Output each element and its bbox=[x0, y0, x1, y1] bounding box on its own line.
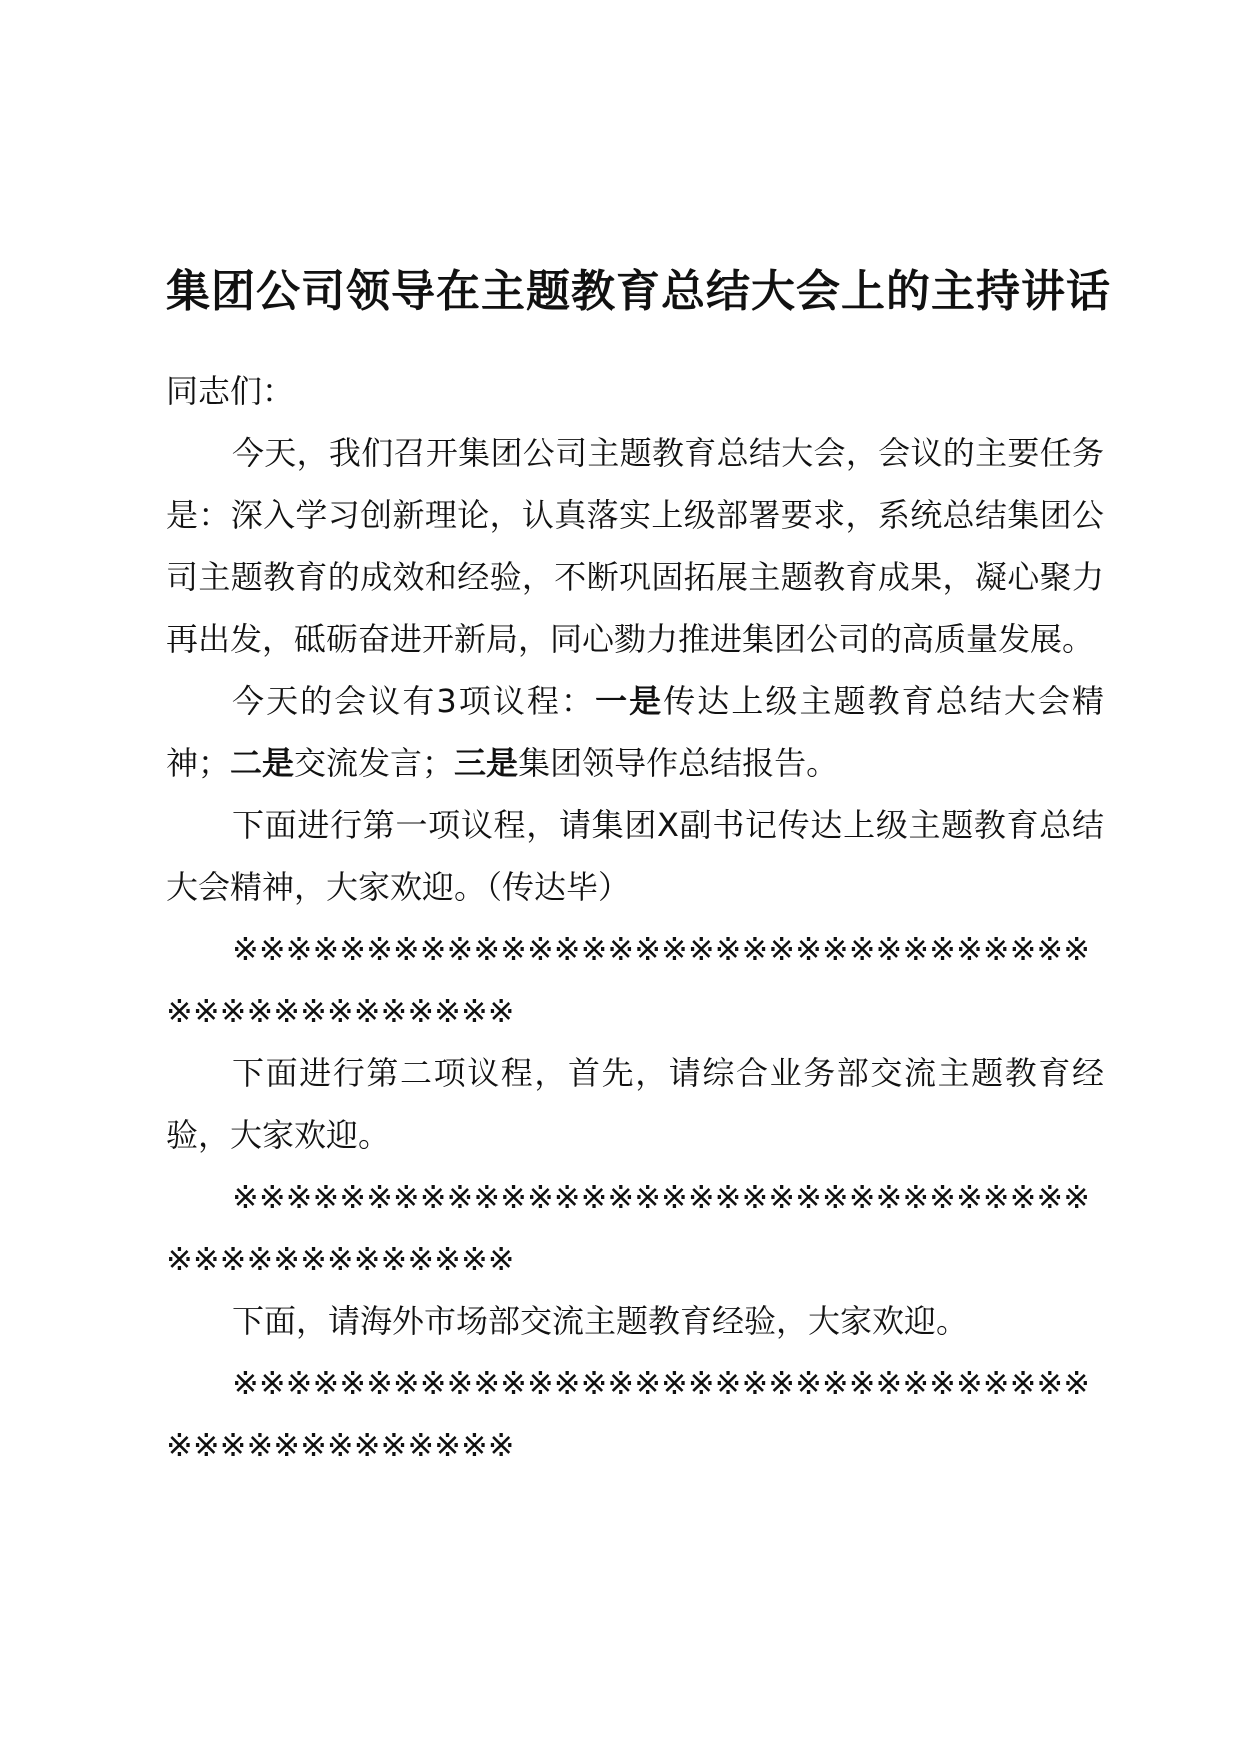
agenda-item3-label: 三是 bbox=[454, 744, 519, 782]
agenda-item1-text: 传达上级主题教育总结大会精神； bbox=[166, 682, 1104, 782]
placeholder-mask-3: ※※※※※※※※※※※※※※※※※※※※※※※※※※※※※※※※※※※※※※※※※※※※※ bbox=[166, 1364, 1090, 1464]
document-title: 集团公司领导在主题教育总结大会上的主持讲话 bbox=[166, 266, 1111, 317]
paragraph-second-agenda: 下面进行第二项议程，首先，请综合业务部交流主题教育经验，大家欢迎。 bbox=[166, 1054, 1104, 1154]
placeholder-mask-2: ※※※※※※※※※※※※※※※※※※※※※※※※※※※※※※※※※※※※※※※※※※※※※ bbox=[166, 1178, 1090, 1278]
document-body bbox=[166, 360, 1104, 1476]
agenda-item1-label: 一是 bbox=[595, 682, 664, 720]
agenda-item2-label: 二是 bbox=[230, 744, 295, 782]
paragraph-first-agenda: 下面进行第一项议程，请集团X副书记传达上级主题教育总结大会精神，大家欢迎。（传达毕） bbox=[166, 806, 1104, 906]
paragraph-agenda bbox=[166, 670, 1104, 794]
agenda-item3-text: 集团领导作总结报告。 bbox=[518, 744, 839, 782]
paragraph-meeting-purpose: 今天，我们召开集团公司主题教育总结大会，会议的主要任务是：深入学习创新理论，认真落实上级部署要求，系统总结集团公司主题教育的成效和经验，不断巩固拓展主题教育成果，凝心聚力再出发，砥砺奋进开新局，同心勠力推进集团公司的高质量发展。 bbox=[166, 434, 1104, 658]
agenda-lead: 今天的会议有3项议程： bbox=[232, 682, 596, 720]
paragraph-overseas-market: 下面，请海外市场部交流主题教育经验，大家欢迎。 bbox=[232, 1302, 969, 1340]
agenda-item2-text: 交流发言； bbox=[294, 744, 455, 782]
placeholder-mask-1: ※※※※※※※※※※※※※※※※※※※※※※※※※※※※※※※※※※※※※※※※※※※※※ bbox=[166, 930, 1090, 1030]
salutation: 同志们： bbox=[166, 372, 295, 410]
